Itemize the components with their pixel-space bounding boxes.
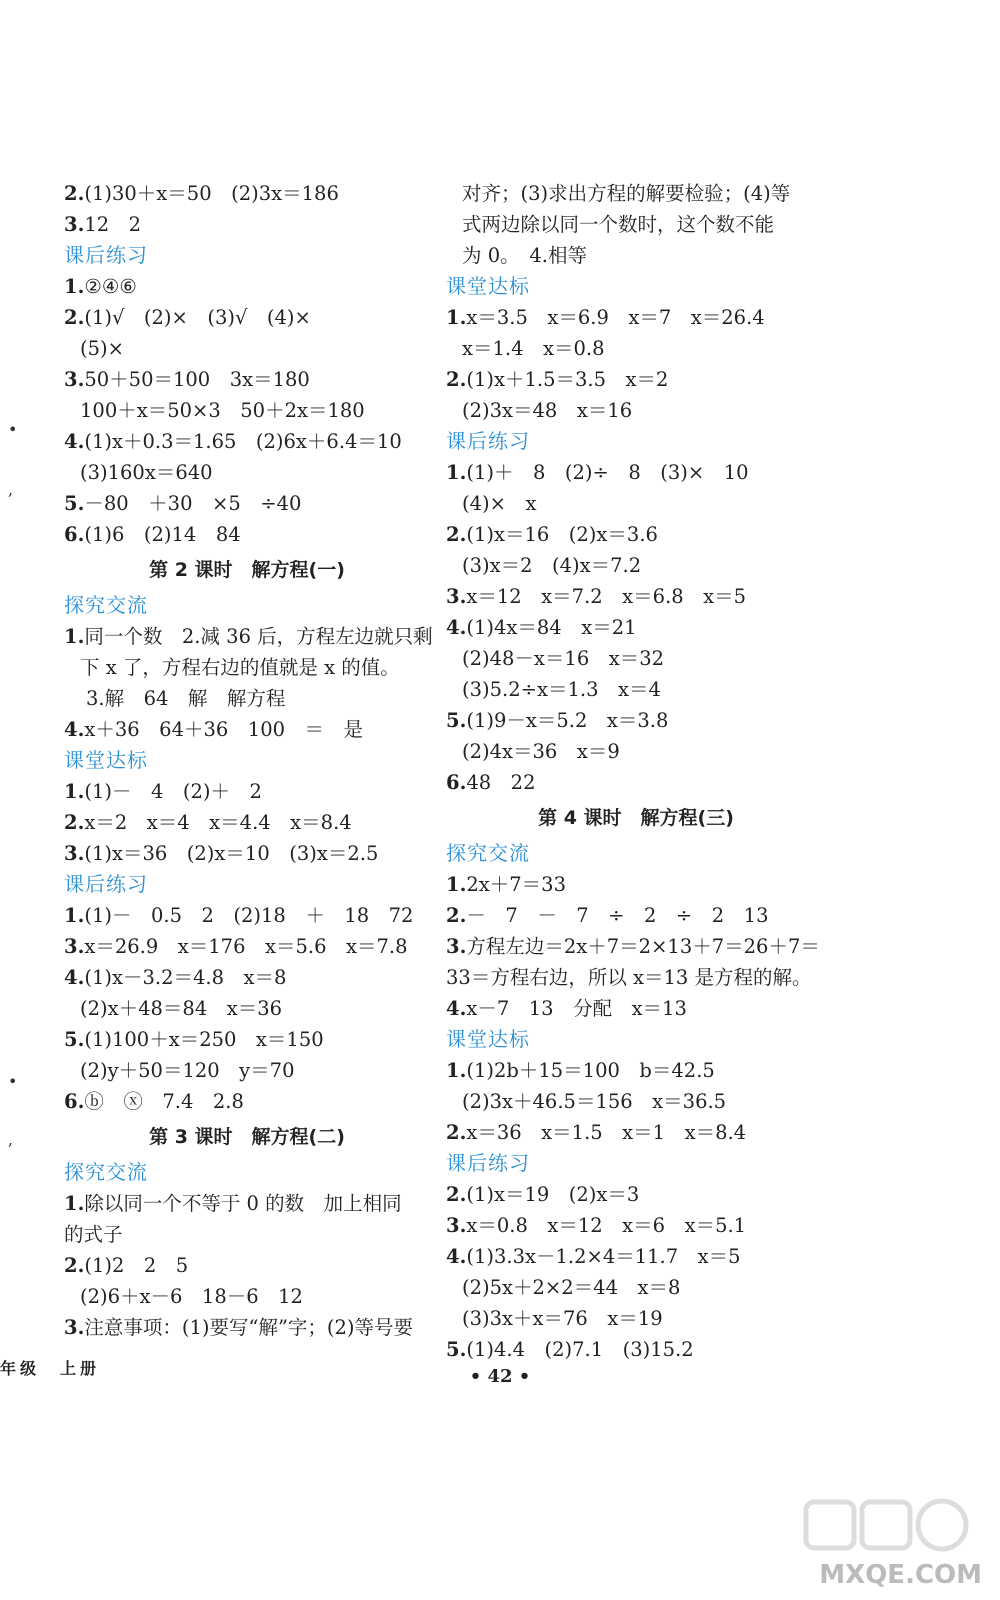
answer-text: 为 0。 4.相等 — [462, 244, 587, 267]
question-number: 1. — [64, 904, 85, 927]
question-number: 5. — [64, 492, 85, 515]
answer-line — [446, 931, 826, 962]
answer-text: 50＋50＝100 3x＝180 — [84, 368, 310, 391]
answer-text: (2)6＋x－6 18－6 12 — [80, 1285, 303, 1308]
answer-line — [446, 767, 826, 798]
margin-mark: , — [8, 480, 14, 499]
question-number: 2. — [64, 182, 85, 205]
question-number: 3. — [64, 1316, 85, 1339]
question-number: 4. — [64, 430, 85, 453]
answer-line — [446, 302, 826, 333]
answer-text: 的式子 — [64, 1223, 123, 1246]
answer-line — [64, 1086, 430, 1117]
question-number: 5. — [446, 709, 467, 732]
section-label: 课堂达标 — [446, 1027, 530, 1051]
answer-line — [64, 683, 430, 714]
answer-line — [64, 1188, 430, 1219]
question-number: 6. — [446, 771, 467, 794]
answer-line — [64, 776, 430, 807]
answer-text: 33＝方程右边，所以 x＝13 是方程的解。 — [446, 966, 812, 989]
answer-text: (1)－ 0.5 2 (2)18 ＋ 18 72 — [84, 904, 414, 927]
answer-text: (2)3x＋46.5＝156 x＝36.5 — [462, 1090, 727, 1113]
answer-text: － 7 － 7 ÷ 2 ÷ 2 13 — [466, 904, 769, 927]
section-label: 课堂达标 — [446, 274, 530, 298]
answer-line — [64, 652, 430, 683]
answer-text: (5)× — [80, 337, 124, 360]
section-label: 探究交流 — [64, 1160, 148, 1184]
answer-line — [446, 643, 826, 674]
answer-text: (3)x＝2 (4)x＝7.2 — [462, 554, 642, 577]
question-number: 2. — [446, 523, 467, 546]
answer-line — [64, 838, 430, 869]
answer-text: (1)2b＋15＝100 b＝42.5 — [466, 1059, 715, 1082]
answer-text: (1)6 (2)14 84 — [84, 523, 241, 546]
answer-line — [64, 364, 430, 395]
answer-line — [64, 1055, 430, 1086]
lesson-heading: 第 4 课时 解方程(三) — [538, 807, 734, 829]
answer-text: 48 22 — [466, 771, 536, 794]
answer-text: (1)x＝16 (2)x＝3.6 — [466, 523, 658, 546]
question-number: 4. — [64, 718, 85, 741]
answer-text: (1)－ 4 (2)＋ 2 — [84, 780, 262, 803]
answer-text: (1)4.4 (2)7.1 (3)15.2 — [466, 1338, 694, 1361]
margin-mark: • — [8, 420, 18, 439]
answer-text: 3.解 64 解 解方程 — [86, 687, 286, 710]
answer-line — [64, 488, 430, 519]
answer-line — [446, 581, 826, 612]
margin-mark: • — [8, 1072, 18, 1091]
answer-line — [64, 931, 430, 962]
section-label: 课后练习 — [446, 1151, 530, 1175]
answer-line — [446, 178, 826, 209]
answer-text: (1)x＝19 (2)x＝3 — [466, 1183, 640, 1206]
answer-line — [446, 240, 826, 271]
answer-text: －80 ＋30 ×5 ÷40 — [84, 492, 302, 515]
answer-text: (1)x＋0.3＝1.65 (2)6x＋6.4＝10 — [84, 430, 402, 453]
answer-line — [446, 1179, 826, 1210]
answer-line — [446, 1334, 826, 1365]
answer-line — [64, 714, 430, 745]
answer-text: (2)4x＝36 x＝9 — [462, 740, 620, 763]
question-number: 2. — [64, 811, 85, 834]
answer-text: (3)160x＝640 — [80, 461, 213, 484]
answer-line — [446, 674, 826, 705]
question-number: 3. — [64, 368, 85, 391]
question-number: 3. — [446, 935, 467, 958]
answer-line — [446, 395, 826, 426]
section-label: 课后练习 — [64, 243, 148, 267]
answer-line — [446, 736, 826, 767]
question-number: 1. — [64, 275, 85, 298]
answer-text: 式两边除以同一个数时，这个数不能 — [462, 213, 775, 236]
question-number: 4. — [446, 1245, 467, 1268]
answer-text: (1)x＋1.5＝3.5 x＝2 — [466, 368, 669, 391]
answer-line — [64, 1024, 430, 1055]
answer-text: 对齐；(3)求出方程的解要检验；(4)等 — [462, 182, 791, 205]
answer-text: 100＋x＝50×3 50＋2x＝180 — [80, 399, 365, 422]
answer-line — [446, 1055, 826, 1086]
answer-text: ⓑ ⓧ 7.4 2.8 — [84, 1090, 244, 1113]
answer-text: x＝2 x＝4 x＝4.4 x＝8.4 — [84, 811, 352, 834]
answer-line — [446, 993, 826, 1024]
answer-text: ②④⑥ — [84, 275, 137, 298]
answer-line — [64, 962, 430, 993]
answer-text: (2)3x＝48 x＝16 — [462, 399, 633, 422]
answer-line — [446, 333, 826, 364]
question-number: 2. — [446, 904, 467, 927]
answer-text: x＝26.9 x＝176 x＝5.6 x＝7.8 — [84, 935, 408, 958]
answer-line — [64, 621, 433, 652]
answer-line — [64, 519, 430, 550]
section-label: 课后练习 — [64, 872, 148, 896]
section-label: 探究交流 — [446, 841, 530, 865]
question-number: 2. — [446, 368, 467, 391]
answer-text: 下 x 了，方程右边的值就是 x 的值。 — [80, 656, 400, 679]
question-number: 6. — [64, 1090, 85, 1113]
answer-line — [64, 993, 430, 1024]
answer-text: (1)9－x＝5.2 x＝3.8 — [466, 709, 669, 732]
answer-line — [64, 1312, 430, 1343]
question-number: 3. — [446, 1214, 467, 1237]
left-column — [64, 178, 433, 1343]
answer-line — [64, 333, 430, 364]
question-number: 4. — [446, 616, 467, 639]
answer-text: (1)4x＝84 x＝21 — [466, 616, 637, 639]
answer-line — [446, 209, 826, 240]
answer-line — [64, 178, 430, 209]
answer-line — [446, 1303, 826, 1334]
answer-line — [64, 807, 430, 838]
answer-text: x－7 13 分配 x＝13 — [466, 997, 687, 1020]
answer-line — [64, 271, 430, 302]
question-number: 6. — [64, 523, 85, 546]
question-number: 3. — [64, 842, 85, 865]
lesson-heading: 第 3 课时 解方程(二) — [149, 1126, 345, 1148]
answer-text: (3)3x＋x＝76 x＝19 — [462, 1307, 663, 1330]
question-number: 3. — [64, 935, 85, 958]
answer-text: 除以同一个不等于 0 的数 加上相同 — [84, 1192, 402, 1215]
answer-text: (1)＋ 8 (2)÷ 8 (3)× 10 — [466, 461, 749, 484]
answer-line — [446, 705, 826, 736]
section-label: 课后练习 — [446, 429, 530, 453]
answer-line — [446, 612, 826, 643]
question-number: 1. — [64, 625, 85, 648]
question-number: 2. — [64, 1254, 85, 1277]
answer-line — [446, 488, 826, 519]
answer-text: x＝3.5 x＝6.9 x＝7 x＝26.4 — [466, 306, 765, 329]
answer-text: (2)x＋48＝84 x＝36 — [80, 997, 283, 1020]
answer-line — [64, 900, 430, 931]
answer-text: x＝0.8 x＝12 x＝6 x＝5.1 — [466, 1214, 747, 1237]
answer-line — [64, 457, 430, 488]
answer-text: 12 2 — [84, 213, 142, 236]
question-number: 3. — [446, 585, 467, 608]
answer-text: 同一个数 2.减 36 后，方程左边就只剩 — [84, 625, 433, 648]
question-number: 1. — [446, 461, 467, 484]
answer-text: 2x＋7＝33 — [466, 873, 566, 896]
answer-line — [446, 869, 826, 900]
answer-line — [64, 1250, 430, 1281]
answer-line — [446, 1241, 826, 1272]
answer-line — [446, 1210, 826, 1241]
question-number: 1. — [446, 1059, 467, 1082]
answer-line — [446, 900, 826, 931]
question-number: 2. — [446, 1121, 467, 1144]
answer-line — [64, 395, 430, 426]
question-number: 4. — [64, 966, 85, 989]
answer-line — [64, 1219, 430, 1250]
answer-line — [446, 1117, 826, 1148]
answer-line — [446, 1086, 826, 1117]
page-number: • 42 • — [469, 1366, 531, 1387]
answer-line — [446, 457, 826, 488]
answer-line — [64, 426, 430, 457]
answer-text: x＝36 x＝1.5 x＝1 x＝8.4 — [466, 1121, 747, 1144]
question-number: 2. — [446, 1183, 467, 1206]
right-column — [446, 178, 826, 1365]
answer-text: (1)2 2 5 — [84, 1254, 189, 1277]
answer-text: (2)48－x＝16 x＝32 — [462, 647, 665, 670]
answer-text: (1)3.3x－1.2×4＝11.7 x＝5 — [466, 1245, 741, 1268]
answer-text: (1)x＝36 (2)x＝10 (3)x＝2.5 — [84, 842, 379, 865]
answer-text: (3)5.2÷x＝1.3 x＝4 — [462, 678, 661, 701]
margin-mark: , — [8, 1130, 14, 1149]
lesson-heading: 第 2 课时 解方程(一) — [149, 559, 345, 581]
answer-text: 方程左边＝2x＋7＝2×13＋7＝26＋7＝ — [466, 935, 820, 958]
question-number: 3. — [64, 213, 85, 236]
answer-text: (1)30＋x＝50 (2)3x＝186 — [84, 182, 339, 205]
question-number: 5. — [446, 1338, 467, 1361]
answer-text: (2)y＋50＝120 y＝70 — [80, 1059, 295, 1082]
watermark-text: MXQE.COM — [819, 1560, 982, 1590]
question-number: 2. — [64, 306, 85, 329]
answer-text: (4)× x — [462, 492, 537, 515]
answer-text: (1)x－3.2＝4.8 x＝8 — [84, 966, 287, 989]
question-number: 1. — [64, 1192, 85, 1215]
section-label: 课堂达标 — [64, 748, 148, 772]
question-number: 5. — [64, 1028, 85, 1051]
answer-line — [446, 364, 826, 395]
answer-text: x＋36 64＋36 100 ＝ 是 — [84, 718, 364, 741]
answer-text: (1)100＋x＝250 x＝150 — [84, 1028, 324, 1051]
question-number: 4. — [446, 997, 467, 1020]
answer-line — [446, 962, 826, 993]
answer-text: (1)√ (2)× (3)√ (4)× — [84, 306, 311, 329]
answer-text: (2)5x＋2×2＝44 x＝8 — [462, 1276, 681, 1299]
answer-line — [64, 1281, 430, 1312]
question-number: 1. — [446, 873, 467, 896]
answer-line — [64, 209, 430, 240]
answer-text: 注意事项：(1)要写“解”字；(2)等号要 — [84, 1316, 414, 1339]
answer-line — [64, 302, 430, 333]
grade-label: 年级 上册 — [0, 1359, 101, 1378]
section-label: 探究交流 — [64, 593, 148, 617]
question-number: 1. — [64, 780, 85, 803]
answer-text: x＝1.4 x＝0.8 — [462, 337, 605, 360]
answer-line — [446, 550, 826, 581]
answer-line — [446, 1272, 826, 1303]
question-number: 1. — [446, 306, 467, 329]
answer-line — [446, 519, 826, 550]
answer-text: x＝12 x＝7.2 x＝6.8 x＝5 — [466, 585, 747, 608]
